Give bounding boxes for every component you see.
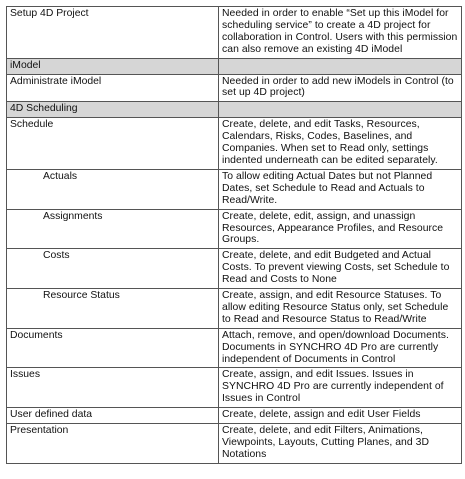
permission-name: User defined data	[7, 408, 219, 424]
section-row-4d-scheduling	[7, 102, 462, 118]
permission-row-user-defined-data	[7, 408, 462, 424]
permissions-table	[6, 6, 462, 464]
permission-row-costs	[7, 249, 462, 289]
permission-row-schedule	[7, 118, 462, 170]
permission-description: Create, delete, assign and edit User Fields	[219, 408, 462, 424]
section-row-imodel	[7, 58, 462, 74]
permission-description: Create, delete, edit, assign, and unassign Resources, Appearance Profiles, and Resource Groups.	[219, 209, 462, 249]
permission-name: Presentation	[7, 424, 219, 464]
permission-name: Resource Status	[7, 289, 219, 329]
permission-name: Documents	[7, 328, 219, 368]
section-title: 4D Scheduling	[7, 102, 219, 118]
permission-description: Needed in order to add new iModels in Control (to set up 4D project)	[219, 74, 462, 102]
permission-name: Administrate iModel	[7, 74, 219, 102]
permission-name: Setup 4D Project	[7, 7, 219, 59]
permission-row-actuals	[7, 169, 462, 209]
permission-row-setup-4d-project	[7, 7, 462, 59]
permission-row-administrate-imodel	[7, 74, 462, 102]
document-page	[6, 6, 461, 464]
permissions-table-body	[7, 7, 462, 464]
permission-row-presentation	[7, 424, 462, 464]
permission-description: Create, assign, and edit Issues. Issues in SYNCHRO 4D Pro are currently independent of Issues in Control	[219, 368, 462, 408]
section-blank-cell	[219, 102, 462, 118]
permission-row-resource-status	[7, 289, 462, 329]
section-blank-cell	[219, 58, 462, 74]
permission-row-documents	[7, 328, 462, 368]
section-title: iModel	[7, 58, 219, 74]
permission-name: Actuals	[7, 169, 219, 209]
permission-row-assignments	[7, 209, 462, 249]
permission-name: Assignments	[7, 209, 219, 249]
permission-description: Create, delete, and edit Filters, Animations, Viewpoints, Layouts, Cutting Planes, and 3D Notations	[219, 424, 462, 464]
permission-row-issues	[7, 368, 462, 408]
permission-description: Create, delete, and edit Budgeted and Actual Costs. To prevent viewing Costs, set Schedule to Read and Costs to None	[219, 249, 462, 289]
permission-description: Create, delete, and edit Tasks, Resources, Calendars, Risks, Codes, Baselines, and Companies. When set to Read only, settings indented underneath can be edited separately.	[219, 118, 462, 170]
permission-name: Issues	[7, 368, 219, 408]
permission-name: Costs	[7, 249, 219, 289]
permission-description: Create, assign, and edit Resource Statuses. To allow editing Resource Status only, set Schedule to Read and Resource Status to Read/Write	[219, 289, 462, 329]
permission-description: Attach, remove, and open/download Documents. Documents in SYNCHRO 4D Pro are currently independent of Documents in Control	[219, 328, 462, 368]
permission-description: To allow editing Actual Dates but not Planned Dates, set Schedule to Read and Actuals to Read/Write.	[219, 169, 462, 209]
permission-name: Schedule	[7, 118, 219, 170]
permission-description: Needed in order to enable “Set up this iModel for scheduling service” to create a 4D project for collaboration in Control. Users with this permission can also remove an existing 4D iModel	[219, 7, 462, 59]
